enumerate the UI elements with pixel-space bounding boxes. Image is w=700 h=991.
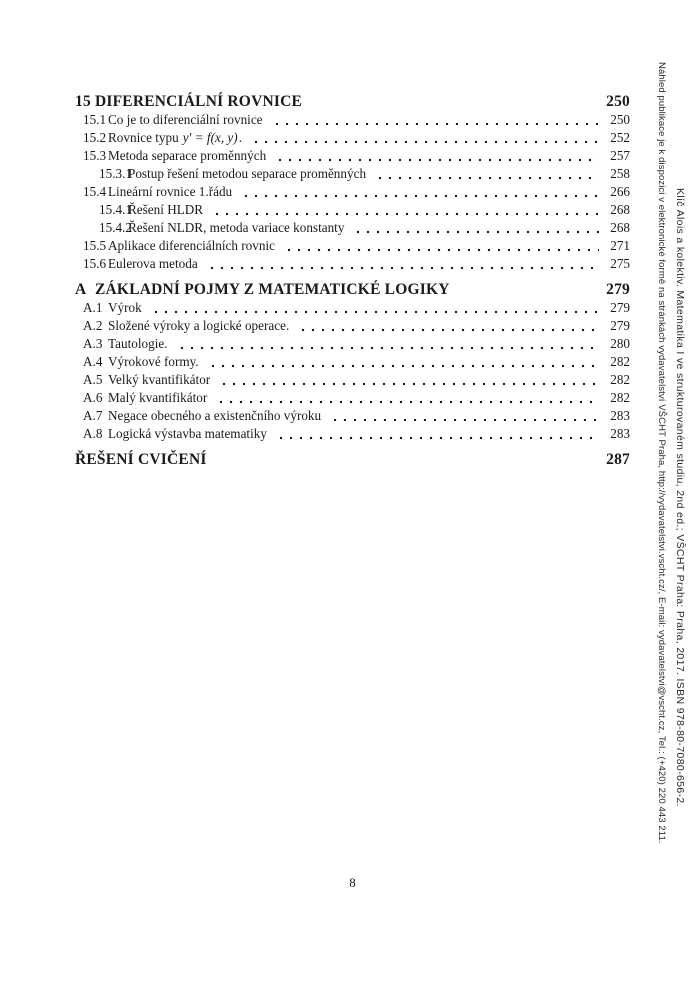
toc-entry [0,165,630,183]
entry-page-number: 252 [610,130,630,145]
toc-entry [0,299,630,317]
toc-entry [0,147,630,165]
entry-number: A.1 [83,300,103,315]
dot-leader [217,371,599,389]
dot-leader [205,255,599,273]
entry-number: 15.4 [83,184,107,199]
toc-entry [0,425,630,443]
toc-section-heading [0,93,630,111]
dot-leader [214,389,599,407]
section-title: ŘEŠENÍ CVIČENÍ [75,451,207,468]
toc-entry [0,371,630,389]
toc-entry [0,389,630,407]
entry-number: A.7 [83,408,103,423]
dot-leader [175,335,599,353]
dot-leader [296,317,599,335]
dot-leader [149,299,599,317]
entry-page-number: 279 [610,300,630,315]
toc-section-heading [0,451,630,469]
entry-title: Aplikace diferenciálních rovnic [108,238,275,253]
entry-number: 15.2 [83,130,107,145]
entry-math-formula: y′ = f(x, y) [182,130,238,145]
entry-page-number: 257 [610,148,630,163]
dot-leader [249,129,599,147]
toc-entry [0,317,630,335]
toc-entry [0,219,630,237]
entry-title-suffix: . [238,130,242,145]
entry-title: Řešení HLDR [128,202,204,217]
toc-entry [0,353,630,371]
section-page-number: 250 [606,93,630,110]
dot-leader [274,425,599,443]
entry-page-number: 282 [610,354,630,369]
entry-number: A.3 [83,336,103,351]
entry-title: Rovnice typu [108,130,179,145]
entry-page-number: 275 [610,256,630,271]
toc-section [0,93,630,273]
dot-leader [273,147,599,165]
entry-number: 15.5 [83,238,107,253]
toc-section-heading [0,281,630,299]
toc-section [0,281,630,443]
toc-entry [0,201,630,219]
margin-note-vertical-text: Náhled publikace je k dispozici v elektronické formě na stránkách vydavatelství VŠCHT Praha, http://vydavatelstvi.vscht.cz/, E-mail: vydavatelstvi@vscht.cz, Tel.: (+420) 220 443 211. [656,62,667,844]
section-page-number: 287 [606,451,630,468]
entry-page-number: 258 [610,166,630,181]
entry-page-number: 279 [610,318,630,333]
entry-page-number: 271 [610,238,630,253]
entry-number: A.2 [83,318,103,333]
entry-page-number: 283 [610,426,630,441]
entry-number: A.5 [83,372,103,387]
entry-title: Lineární rovnice 1.řádu [108,184,233,199]
toc-entry [0,111,630,129]
entry-number: A.4 [83,354,103,369]
dot-leader [239,183,599,201]
entry-page-number: 282 [610,372,630,387]
entry-page-number: 283 [610,408,630,423]
entry-number: 15.4.1 [99,202,132,217]
toc-entry [0,237,630,255]
toc-entry [0,183,630,201]
entry-page-number: 268 [610,220,630,235]
dot-leader [351,219,599,237]
toc-entry [0,255,630,273]
entry-number: 15.4.2 [99,220,132,235]
entry-title: Výrokové formy. [108,354,199,369]
entry-page-number: 280 [610,336,630,351]
table-of-contents [0,93,630,469]
section-page-number: 279 [606,281,630,298]
entry-page-number: 268 [610,202,630,217]
toc-entry [0,129,630,147]
toc-entry [0,335,630,353]
entry-title: Negace obecného a existenčního výroku [108,408,322,423]
toc-entry [0,407,630,425]
entry-number: 15.1 [83,112,107,127]
entry-title: Velký kvantifikátor [108,372,211,387]
dot-leader [328,407,599,425]
dot-leader [373,165,599,183]
entry-title: Eulerova metoda [108,256,198,271]
entry-title: Složené výroky a logické operace. [108,318,290,333]
page-number: 8 [349,875,356,890]
entry-title: Co je to diferenciální rovnice [108,112,263,127]
dot-leader [282,237,599,255]
entry-page-number: 282 [610,390,630,405]
dot-leader [210,201,599,219]
margin-citation-vertical-text: Klíč Alois a kolektiv. Matematika I ve strukturovaném studiu, 2nd ed.; VŠCHT Praha: Praha, 2017. ISBN 978-80-7080-656-2. [674,188,686,807]
dot-leader [206,353,599,371]
entry-number: A.6 [83,390,103,405]
entry-title: Řešení NLDR, metoda variace konstanty [128,220,345,235]
section-title: DIFERENCIÁLNÍ ROVNICE [95,93,303,110]
dot-leader [270,111,599,129]
entry-title: Malý kvantifikátor [108,390,208,405]
entry-title: Logická výstavba matematiky [108,426,267,441]
entry-title: Tautologie. [108,336,168,351]
entry-title: Metoda separace proměnných [108,148,267,163]
section-number: 15 [75,93,91,110]
entry-number: 15.6 [83,256,107,271]
entry-title: Výrok [108,300,142,315]
entry-number: A.8 [83,426,103,441]
section-title: ZÁKLADNÍ POJMY Z MATEMATICKÉ LOGIKY [95,281,450,298]
section-number: A [75,281,87,298]
entry-number: 15.3.1 [99,166,132,181]
entry-number: 15.3 [83,148,107,163]
toc-section [0,451,630,469]
entry-title: Postup řešení metodou separace proměnných [128,166,367,181]
entry-page-number: 266 [610,184,630,199]
entry-page-number: 250 [610,112,630,127]
